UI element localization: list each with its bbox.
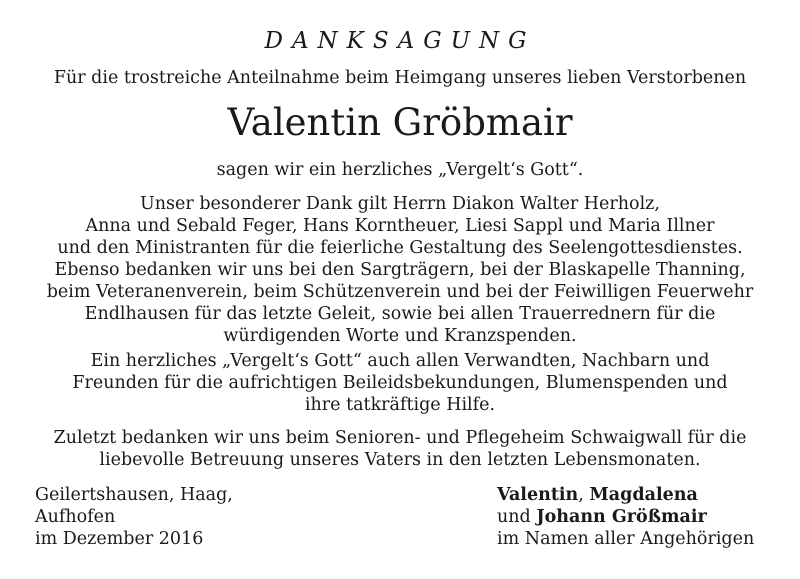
signatory-name: Magdalena [589, 485, 698, 505]
signatory-note: im Namen aller Angehörigen [497, 529, 755, 549]
signatory-line [497, 484, 754, 506]
paragraph-line: und den Ministranten für die feierliche Gestaltung des Seelengottesdienstes. [57, 238, 743, 258]
paragraph-line: Zuletzt bedanken wir uns beim Senioren- und Pflegeheim Schwaigwall für die [53, 428, 747, 448]
paragraph-line: beim Veteranenverein, beim Schützenverein und bei der Feiwilligen Feuerwehr [46, 282, 754, 302]
signatory-separator: , [578, 485, 590, 505]
intro-text: Für die trostreiche Anteilnahme beim Heimgang unseres lieben Verstorbenen [53, 68, 747, 88]
paragraph-line: Anna und Sebald Feger, Hans Korntheuer, Liesi Sappl und Maria Illner [85, 216, 715, 236]
paragraph-thanks-care-home [20, 427, 780, 471]
paragraph-line: Ebenso bedanken wir uns bei den Sargträgern, bei der Blaskapelle Thanning, [54, 260, 746, 280]
paragraph-line: Unser besonderer Dank gilt Herrn Diakon Walter Herholz, [140, 194, 660, 214]
deceased-name: Valentin Gröbmair [227, 101, 573, 144]
paragraph-thanks-relatives [20, 350, 780, 416]
thanks-line [20, 159, 780, 181]
notice-heading: DANKSAGUNG [264, 28, 536, 54]
place-line: Aufhofen [35, 507, 116, 527]
paragraph-line: Endlhausen für das letzte Geleit, sowie bei allen Trauerrednern für die [84, 304, 716, 324]
place-line: Geilertshausen, Haag, [35, 485, 233, 505]
signatory-prefix: und [497, 507, 537, 527]
paragraph-line: Ein herzliches „Vergelt‘s Gott“ auch allen Verwandten, Nachbarn und [90, 351, 710, 371]
thanks-line-text: sagen wir ein herzliches „Vergelt‘s Gott“. [216, 160, 584, 180]
paragraph-line: liebevolle Betreuung unseres Vaters in den letzten Lebensmonaten. [99, 450, 701, 470]
signatory-name: Johann Größmair [536, 507, 707, 527]
signatory-line [497, 506, 754, 528]
paragraph-line: würdigenden Worte und Kranzspenden. [223, 326, 577, 346]
signatories [497, 484, 754, 550]
date-line: im Dezember 2016 [35, 529, 204, 549]
paragraph-line: Freunden für die aufrichtigen Beileidsbekundungen, Blumenspenden und [72, 373, 728, 393]
paragraph-thanks-clergy [20, 193, 780, 347]
place-and-date [35, 484, 233, 550]
signatory-name: Valentin [497, 485, 579, 505]
paragraph-line: ihre tatkräftige Hilfe. [304, 395, 496, 415]
